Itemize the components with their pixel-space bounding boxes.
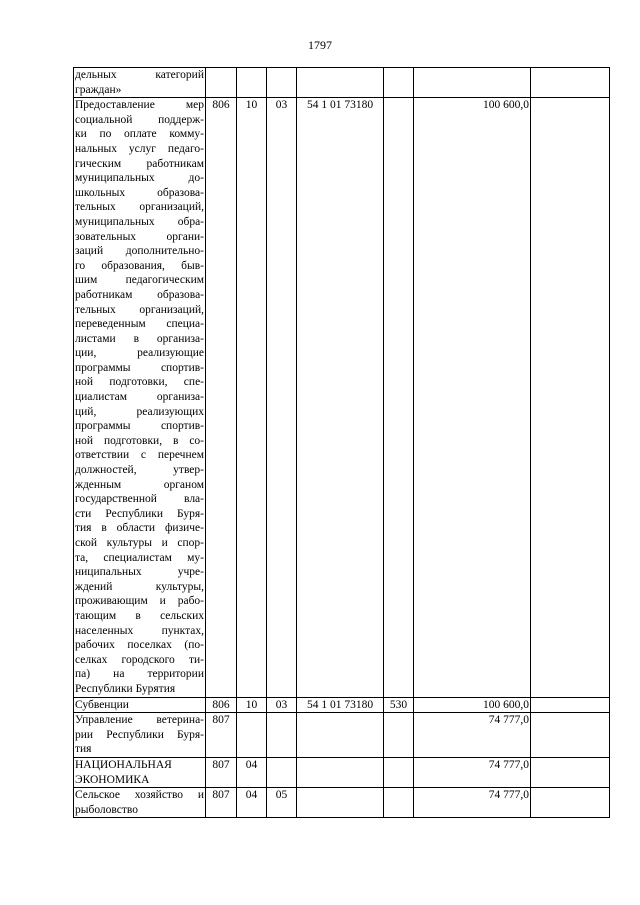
name-line: ответствии с перечнем bbox=[75, 449, 204, 462]
name-line: ции, реализующие bbox=[75, 347, 204, 360]
ved-cell: 807 bbox=[206, 788, 237, 818]
amount-cell: 100 600,0 bbox=[414, 697, 531, 713]
name-line: ской культуры и спор- bbox=[75, 537, 204, 549]
csr-cell bbox=[297, 68, 384, 98]
amount-cell: 74 777,0 bbox=[414, 788, 531, 818]
table-row bbox=[74, 98, 610, 697]
budget-table bbox=[73, 67, 610, 818]
name-cell bbox=[74, 697, 206, 713]
csr-cell bbox=[297, 757, 384, 787]
name-cell bbox=[74, 788, 206, 818]
name-line: циалистам организа- bbox=[75, 391, 204, 404]
ved-cell bbox=[206, 68, 237, 98]
amount-cell: 74 777,0 bbox=[414, 757, 531, 787]
csr-cell bbox=[297, 713, 384, 758]
name-line: Субвенции bbox=[75, 698, 129, 711]
pr-cell: 03 bbox=[267, 697, 297, 713]
vr-cell bbox=[384, 713, 414, 758]
csr-cell: 54 1 01 73180 bbox=[297, 98, 384, 697]
rz-cell bbox=[237, 68, 267, 98]
ved-cell: 806 bbox=[206, 697, 237, 713]
vr-cell bbox=[384, 98, 414, 697]
name-line: граждан» bbox=[75, 83, 122, 96]
name-cell bbox=[74, 757, 206, 787]
name-cell bbox=[74, 98, 206, 697]
name-line: государственной вла- bbox=[75, 493, 204, 506]
table-row bbox=[74, 68, 610, 98]
amount-2-cell bbox=[531, 98, 610, 697]
name-line: тия в области физиче- bbox=[75, 522, 204, 535]
name-line: муниципальных до- bbox=[75, 172, 204, 185]
name-line: сти Республики Буря- bbox=[75, 507, 204, 520]
page-number: 1797 bbox=[308, 38, 332, 52]
ved-cell: 806 bbox=[206, 98, 237, 697]
amount-2-cell bbox=[531, 697, 610, 713]
name-line: ной подготовки, в со- bbox=[75, 434, 204, 447]
name-line: муниципальных обра- bbox=[75, 215, 204, 228]
name-line: го образования, быв- bbox=[75, 259, 204, 272]
name-line: тельных организаций, bbox=[75, 303, 204, 316]
name-line: должностей, утвер- bbox=[75, 464, 204, 477]
pr-cell bbox=[267, 68, 297, 98]
table-row bbox=[74, 788, 610, 818]
name-line: ки по оплате комму- bbox=[75, 128, 204, 141]
rz-cell bbox=[237, 713, 267, 758]
rz-cell: 04 bbox=[237, 788, 267, 818]
amount-2-cell bbox=[531, 68, 610, 98]
ved-cell: 807 bbox=[206, 757, 237, 787]
pr-cell: 03 bbox=[267, 98, 297, 697]
name-line: зовательных органи- bbox=[75, 230, 204, 243]
name-line: Предоставление мер bbox=[75, 99, 204, 112]
name-line: работникам образова- bbox=[75, 288, 204, 301]
pr-cell: 05 bbox=[267, 788, 297, 818]
name-line: дельных категорий bbox=[75, 69, 204, 81]
name-line: переведенным специа- bbox=[75, 318, 204, 331]
name-line: рабочих поселках (по- bbox=[75, 639, 204, 652]
name-line: ной подготовки, спе- bbox=[75, 376, 204, 389]
amount-cell: 100 600,0 bbox=[414, 98, 531, 697]
rz-cell: 04 bbox=[237, 757, 267, 787]
name-line: программы спортив- bbox=[75, 361, 204, 374]
name-line: населенных пунктах, bbox=[75, 624, 204, 637]
ved-cell: 807 bbox=[206, 713, 237, 758]
name-line: листами в организа- bbox=[75, 332, 204, 345]
name-line: нальных услуг педаго- bbox=[75, 142, 204, 155]
name-line: ций, реализующих bbox=[75, 405, 204, 418]
name-line: тельных организаций, bbox=[75, 201, 204, 214]
name-line: па) на территории bbox=[75, 668, 204, 681]
name-line: тающим в сельских bbox=[75, 609, 204, 622]
table-row bbox=[74, 757, 610, 787]
name-line: школьных образова- bbox=[75, 186, 204, 199]
name-line: рыболовство bbox=[75, 803, 139, 816]
name-line: тия bbox=[75, 743, 92, 756]
name-line: Республики Бурятия bbox=[75, 682, 176, 695]
name-cell bbox=[74, 68, 206, 98]
name-line: НАЦИОНАЛЬНАЯ bbox=[75, 758, 172, 771]
name-line: проживающим и рабо- bbox=[75, 595, 204, 608]
rz-cell: 10 bbox=[237, 98, 267, 697]
name-line: ниципальных учре- bbox=[75, 566, 204, 579]
pr-cell bbox=[267, 757, 297, 787]
name-line: Управление ветерина- bbox=[75, 714, 204, 727]
vr-cell bbox=[384, 68, 414, 98]
vr-cell bbox=[384, 757, 414, 787]
csr-cell bbox=[297, 788, 384, 818]
amount-2-cell bbox=[531, 713, 610, 758]
name-line: жденным органом bbox=[75, 478, 204, 491]
name-line: рии Республики Буря- bbox=[75, 728, 204, 741]
amount-cell: 74 777,0 bbox=[414, 713, 531, 758]
table-row bbox=[74, 713, 610, 758]
name-line: заций дополнительно- bbox=[75, 245, 204, 258]
name-cell bbox=[74, 713, 206, 758]
csr-cell: 54 1 01 73180 bbox=[297, 697, 384, 713]
amount-2-cell bbox=[531, 788, 610, 818]
name-line: та, специалистам му- bbox=[75, 551, 204, 564]
amount-2-cell bbox=[531, 757, 610, 787]
name-line: Сельское хозяйство и bbox=[75, 789, 204, 802]
name-line: селках городского ти- bbox=[75, 653, 204, 666]
rz-cell: 10 bbox=[237, 697, 267, 713]
vr-cell bbox=[384, 788, 414, 818]
amount-cell bbox=[414, 68, 531, 98]
pr-cell bbox=[267, 713, 297, 758]
table-body bbox=[74, 68, 610, 818]
name-line: ЭКОНОМИКА bbox=[75, 773, 150, 786]
name-line: ждений культуры, bbox=[75, 580, 204, 593]
name-line: шим педагогическим bbox=[75, 274, 204, 287]
name-line: гическим работникам bbox=[75, 157, 204, 170]
name-line: социальной поддерж- bbox=[75, 113, 204, 126]
table-row bbox=[74, 697, 610, 713]
vr-cell: 530 bbox=[384, 697, 414, 713]
name-line: программы спортив- bbox=[75, 420, 204, 433]
